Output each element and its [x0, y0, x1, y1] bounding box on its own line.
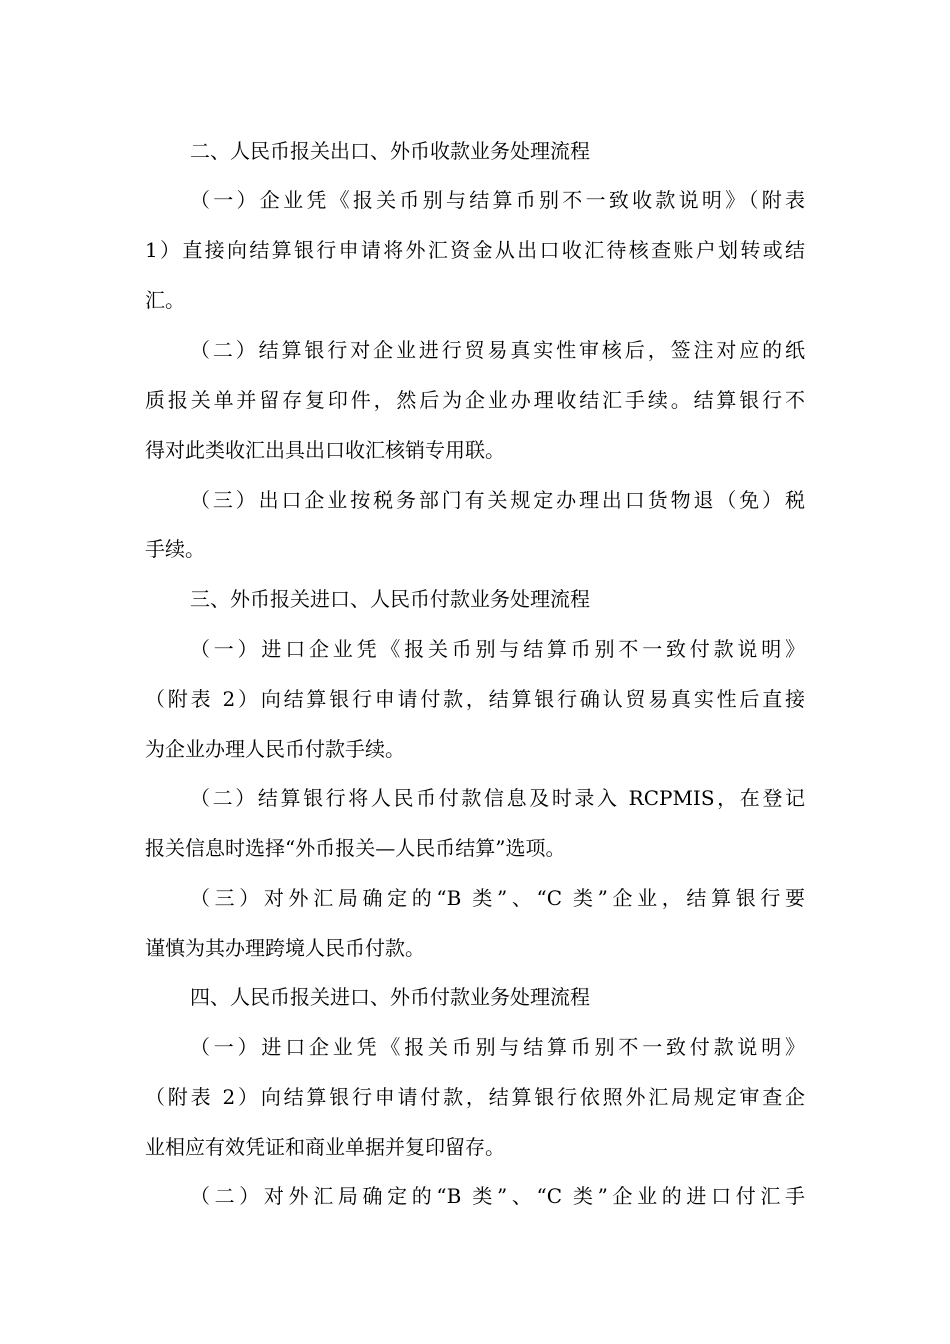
- section-heading: 二、人民币报关出口、外币收款业务处理流程: [190, 139, 590, 163]
- paragraph-line: 业相应有效凭证和商业单据并复印留存。: [145, 1135, 505, 1159]
- paragraph-line: 谨慎为其办理跨境人民币付款。: [145, 936, 425, 960]
- paragraph-line: （三）对外汇局确定的“B 类”、“C 类”企业，结算银行要: [190, 886, 805, 910]
- paragraph-line: 汇。: [145, 288, 185, 312]
- section-heading: 三、外币报关进口、人民币付款业务处理流程: [190, 587, 590, 611]
- paragraph-line: （二）对外汇局确定的“B 类”、“C 类”企业的进口付汇手: [190, 1184, 805, 1208]
- paragraph-line: （一）进口企业凭《报关币别与结算币别不一致付款说明》: [190, 637, 805, 661]
- paragraph-line: （附表 2）向结算银行申请付款，结算银行确认贸易真实性后直接: [145, 687, 805, 711]
- paragraph-line: 1）直接向结算银行申请将外汇资金从出口收汇待核查账户划转或结: [145, 238, 805, 262]
- paragraph-line: （二）结算银行将人民币付款信息及时录入 RCPMIS，在登记: [190, 786, 805, 810]
- paragraph-line: （一）进口企业凭《报关币别与结算币别不一致付款说明》: [190, 1035, 805, 1059]
- paragraph-line: 为企业办理人民币付款手续。: [145, 737, 405, 761]
- section-heading: 四、人民币报关进口、外币付款业务处理流程: [190, 985, 590, 1009]
- paragraph-line: （二）结算银行对企业进行贸易真实性审核后，签注对应的纸: [190, 338, 805, 362]
- paragraph-line: 手续。: [145, 537, 205, 561]
- paragraph-line: （附表 2）向结算银行申请付款，结算银行依照外汇局规定审查企: [145, 1085, 805, 1109]
- paragraph-line: 得对此类收汇出具出口收汇核销专用联。: [145, 438, 505, 462]
- paragraph-line: （三）出口企业按税务部门有关规定办理出口货物退（免）税: [190, 488, 805, 512]
- paragraph-line: （一）企业凭《报关币别与结算币别不一致收款说明》（附表: [190, 188, 805, 212]
- paragraph-line: 质报关单并留存复印件，然后为企业办理收结汇手续。结算银行不: [145, 388, 805, 412]
- paragraph-line: 报关信息时选择“外币报关—人民币结算”选项。: [145, 836, 566, 860]
